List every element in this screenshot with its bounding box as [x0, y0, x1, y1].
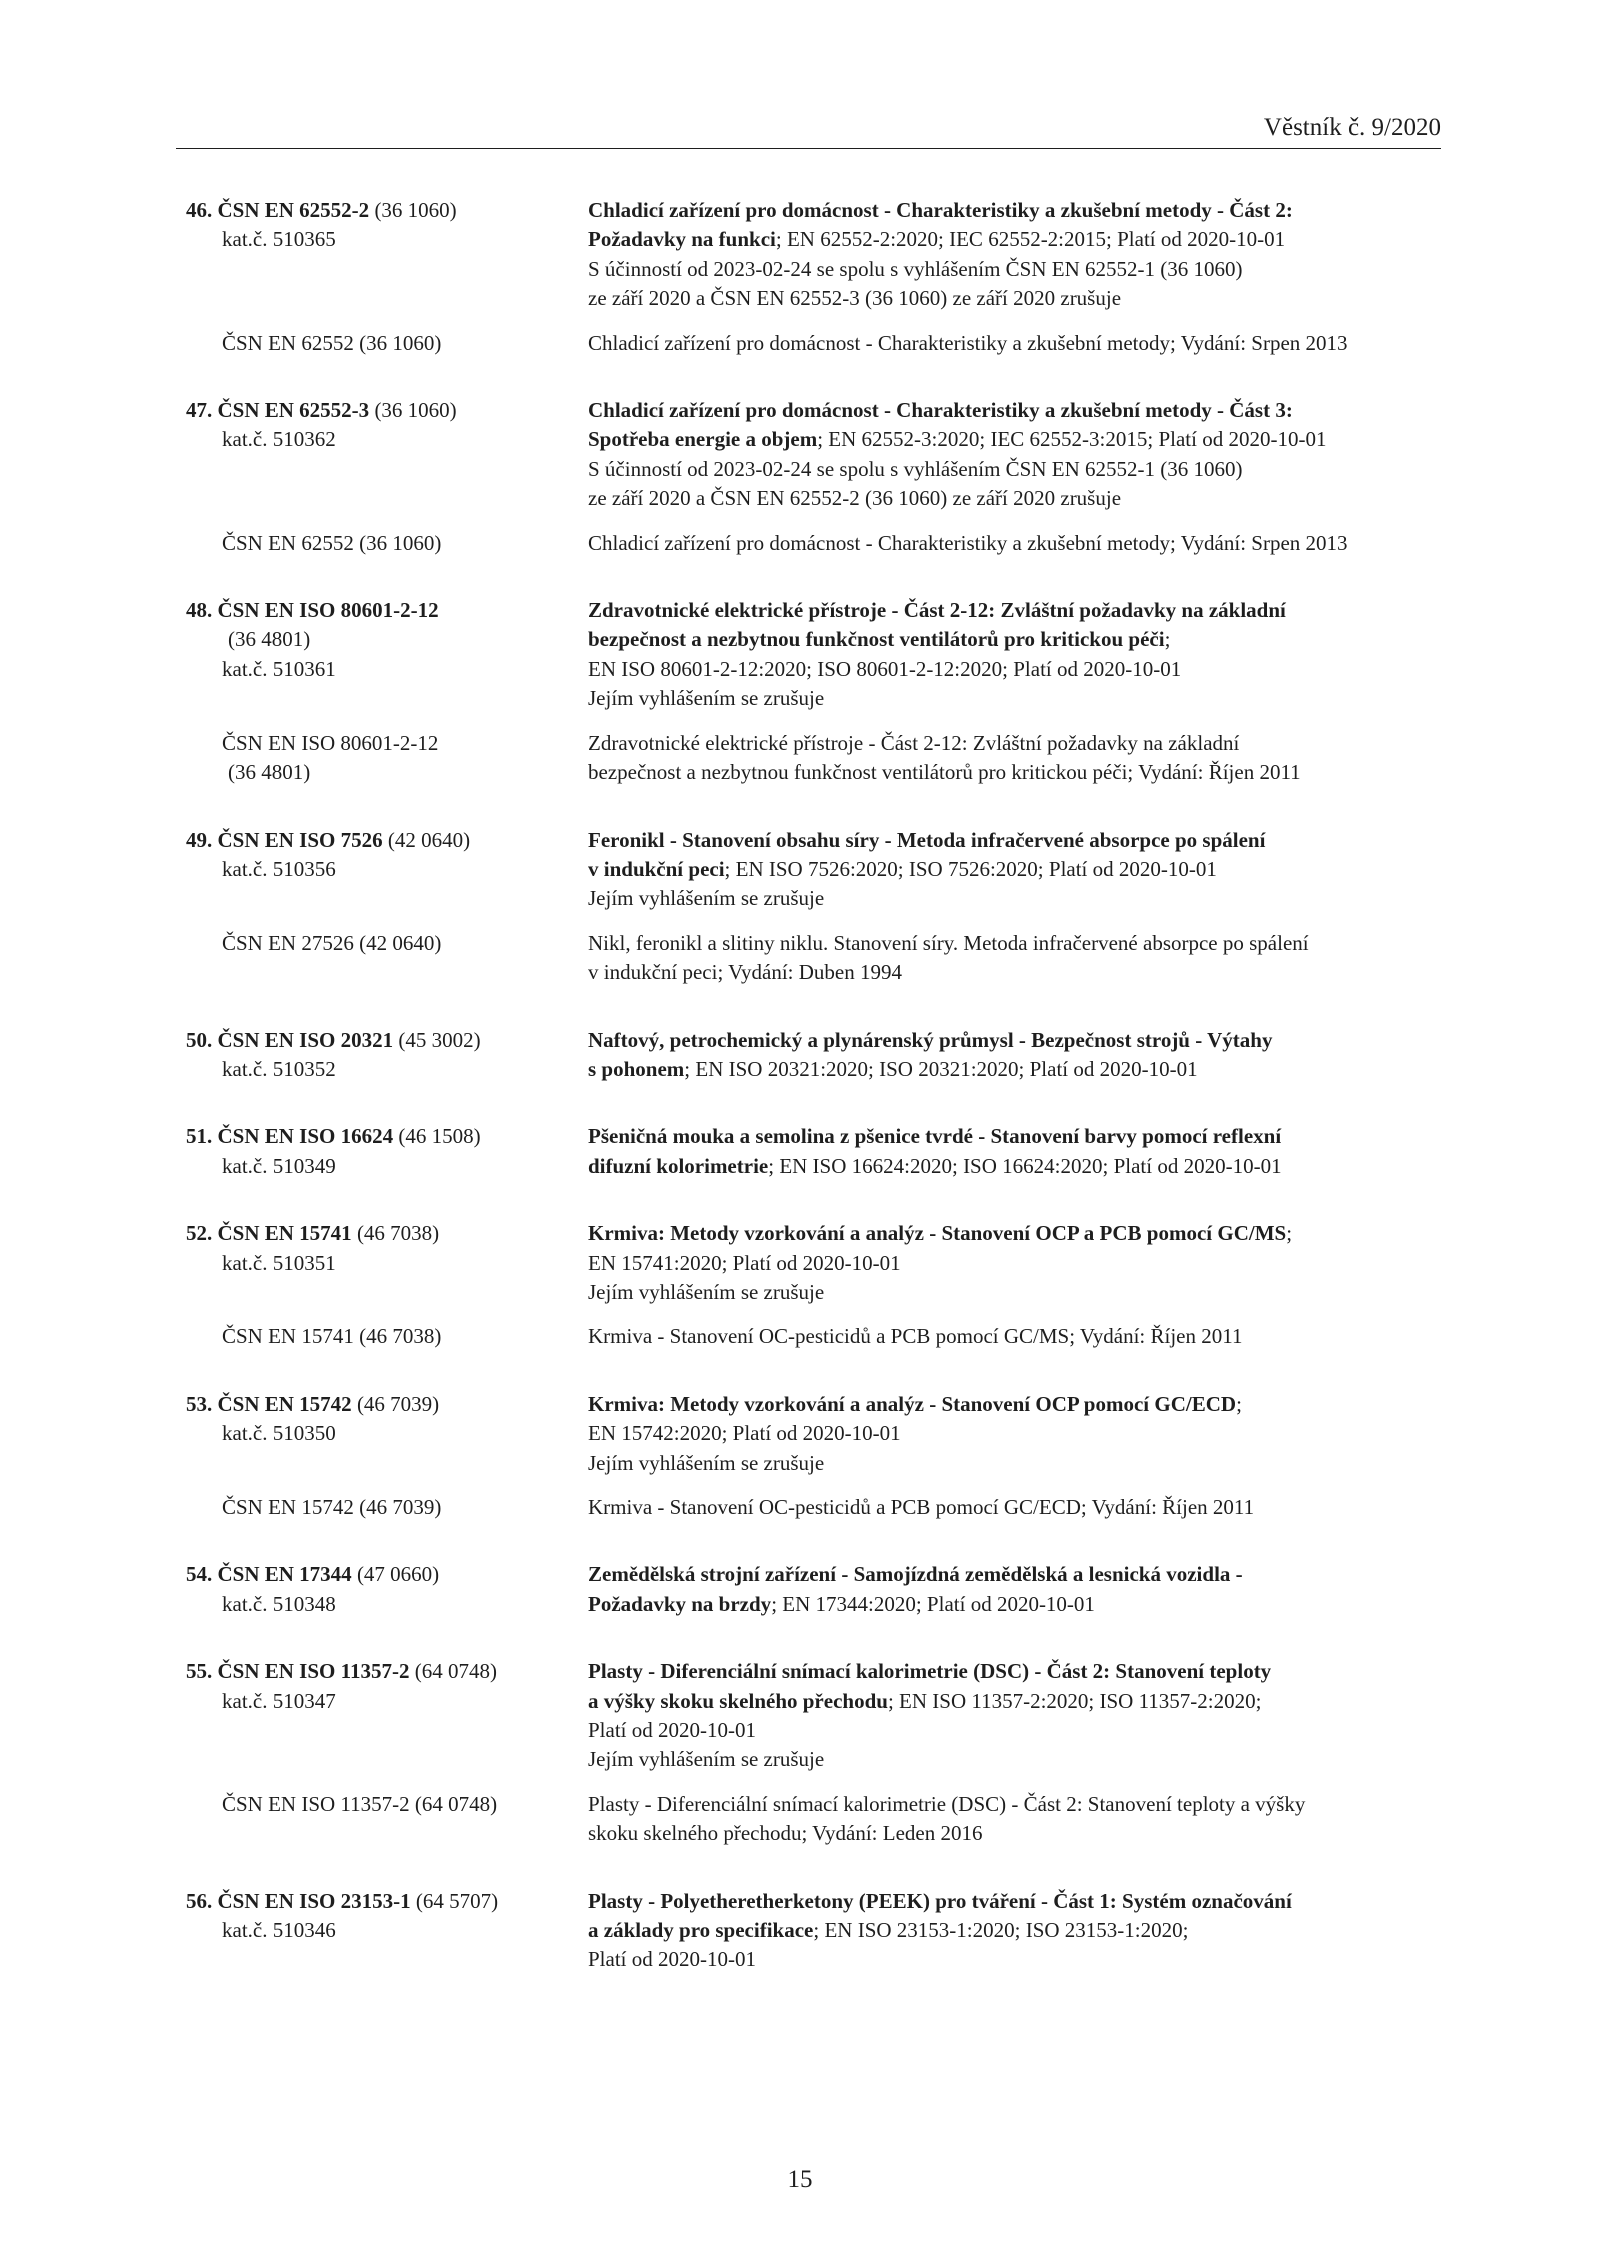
classification-code: (42 0640)	[387, 827, 471, 852]
standard-title-cell	[588, 1122, 1441, 1181]
replaced-standard-row	[186, 329, 1441, 358]
classification-code: (36 1060)	[374, 398, 457, 423]
standard-title: Chladicí zařízení pro domácnost - Charakteristiky a zkušební metody - Část 2:	[588, 198, 1293, 222]
catalog-number: kat.č. 510365	[222, 227, 336, 252]
replaced-standard-title-cont: skoku skelného přechodu; Vydání: Leden 2016	[588, 1821, 983, 1846]
standard-entry-53	[186, 1390, 1441, 1523]
standard-row	[186, 596, 1441, 714]
cancellation-note: Jejím vyhlášením se zrušuje	[588, 686, 825, 711]
entry-number: 53.	[186, 1391, 213, 1416]
standard-title-cont: v indukční peci	[588, 856, 725, 881]
replaced-standard-code: ČSN EN ISO 11357-2 (64 0748)	[222, 1791, 498, 1816]
standard-title: Feronikl - Stanovení obsahu síry - Metoda infračervené absorpce po spálení	[588, 827, 1266, 852]
replaced-standard-title-cont: bezpečnost a nezbytnou funkčnost ventilátorů pro kritickou péči; Vydání: Říjen 2011	[588, 760, 1301, 785]
standard-references: EN 15742:2020; Platí od 2020-10-01	[588, 1421, 901, 1446]
standard-references: EN ISO 80601-2-12:2020; ISO 80601-2-12:2020; Platí od 2020-10-01	[588, 656, 1182, 681]
standard-code-cell	[186, 1657, 588, 1775]
replaced-standard-row	[186, 1790, 1441, 1849]
standard-code-cell	[186, 1560, 588, 1619]
standard-code: ČSN EN 62552-3	[217, 398, 370, 423]
standard-code-cell	[186, 1390, 588, 1478]
standard-entry-47	[186, 396, 1441, 558]
standard-code-cell	[186, 396, 588, 514]
classification-code: (36 1060)	[374, 198, 457, 222]
standard-code: ČSN EN 62552-2	[217, 198, 370, 222]
standard-title-cell	[588, 1560, 1441, 1619]
entry-number: 49.	[186, 827, 213, 852]
standard-title: Chladicí zařízení pro domácnost - Charakteristiky a zkušební metody - Část 3:	[588, 398, 1293, 423]
replaced-standard-title: Krmiva - Stanovení OC-pesticidů a PCB pomocí GC/MS; Vydání: Říjen 2011	[588, 1324, 1243, 1349]
standard-entry-56	[186, 1887, 1441, 1975]
catalog-number: kat.č. 510362	[222, 427, 336, 452]
classification-code: (46 7038)	[356, 1221, 440, 1246]
catalog-number: kat.č. 510346	[222, 1918, 336, 1943]
standard-title: Krmiva: Metody vzorkování a analýz - Stanovení OCP pomocí GC/ECD	[588, 1391, 1237, 1416]
standard-entry-46	[186, 196, 1441, 358]
entry-number: 46.	[186, 198, 213, 222]
standard-code-cell	[186, 1122, 588, 1181]
standard-title: Zemědělská strojní zařízení - Samojízdná zemědělská a lesnická vozidla -	[588, 1562, 1243, 1587]
entry-number: 47.	[186, 398, 213, 423]
standard-entry-50	[186, 1026, 1441, 1085]
entry-number: 56.	[186, 1888, 213, 1913]
replaced-standard-code: ČSN EN 15741 (46 7038)	[222, 1324, 442, 1349]
standard-title-cell	[588, 1219, 1441, 1307]
standard-title-cell	[588, 1887, 1441, 1975]
catalog-number: kat.č. 510350	[222, 1421, 336, 1446]
standard-title-cont: a výšky skoku skelného přechodu	[588, 1688, 888, 1713]
standard-entry-48	[186, 596, 1441, 787]
classification-code: (46 1508)	[398, 1124, 481, 1149]
cancellation-note: Jejím vyhlášením se zrušuje	[588, 1747, 825, 1772]
entry-number: 50.	[186, 1027, 213, 1052]
standards-list	[186, 196, 1441, 2013]
standard-title-cont: s pohonem	[588, 1056, 685, 1081]
replaced-standard-title-cont: v indukční peci; Vydání: Duben 1994	[588, 960, 902, 985]
catalog-number: kat.č. 510349	[222, 1153, 336, 1178]
standard-title-cont: Spotřeba energie a objem	[588, 427, 818, 452]
standard-row	[186, 1887, 1441, 1975]
standard-references: ; EN ISO 16624:2020; ISO 16624:2020; Platí od 2020-10-01	[768, 1153, 1282, 1178]
catalog-number: kat.č. 510348	[222, 1591, 336, 1616]
standard-row	[186, 826, 1441, 914]
standard-references: EN 15741:2020; Platí od 2020-10-01	[588, 1250, 901, 1275]
standard-code-cell	[186, 196, 588, 314]
standard-title: Plasty - Diferenciální snímací kalorimetrie (DSC) - Část 2: Stanovení teploty	[588, 1659, 1272, 1684]
cancellation-note-cont: ze září 2020 a ČSN EN 62552-3 (36 1060) ze září 2020 zrušuje	[588, 286, 1122, 311]
standard-title-cell	[588, 596, 1441, 714]
standard-code: ČSN EN ISO 11357-2	[217, 1659, 410, 1684]
standard-entry-54	[186, 1560, 1441, 1619]
validity-date: Platí od 2020-10-01	[588, 1718, 756, 1743]
standard-title: Krmiva: Metody vzorkování a analýz - Stanovení OCP a PCB pomocí GC/MS	[588, 1221, 1287, 1246]
standard-references: ; EN 62552-3:2020; IEC 62552-3:2015; Platí od 2020-10-01	[817, 427, 1327, 452]
classification-code: (46 7039)	[356, 1391, 440, 1416]
standard-title-cell	[588, 1657, 1441, 1775]
replaced-standard-title: Krmiva - Stanovení OC-pesticidů a PCB pomocí GC/ECD; Vydání: Říjen 2011	[588, 1495, 1255, 1519]
catalog-number: kat.č. 510356	[222, 856, 336, 881]
standard-title-cont: bezpečnost a nezbytnou funkčnost ventilátorů pro kritickou péči	[588, 627, 1165, 652]
replaced-standard-code: ČSN EN 15742 (46 7039)	[222, 1495, 442, 1519]
cancellation-note: Jejím vyhlášením se zrušuje	[588, 886, 825, 911]
standard-title: Zdravotnické elektrické přístroje - Část 2-12: Zvláštní požadavky na základní	[588, 598, 1286, 623]
replaced-standard-title: Chladicí zařízení pro domácnost - Charakteristiky a zkušební metody; Vydání: Srpen 2013	[588, 330, 1348, 355]
standard-code: ČSN EN 15741	[217, 1221, 352, 1246]
replaced-standard-code: ČSN EN 27526 (42 0640)	[222, 930, 442, 955]
replaced-standard-row	[186, 1322, 1441, 1351]
journal-title: Věstník č. 9/2020	[1263, 114, 1441, 141]
classification-code: (64 0748)	[414, 1659, 497, 1684]
standard-title-cont: Požadavky na brzdy	[588, 1591, 772, 1616]
standard-references: ; EN ISO 20321:2020; ISO 20321:2020; Platí od 2020-10-01	[684, 1056, 1198, 1081]
standard-title: Plasty - Polyetheretherketony (PEEK) pro tváření - Část 1: Systém označování	[588, 1888, 1292, 1913]
entry-number: 54.	[186, 1562, 213, 1587]
standard-row	[186, 1026, 1441, 1085]
standard-code-cell	[186, 1887, 588, 1975]
entry-number: 51.	[186, 1124, 213, 1149]
catalog-number: kat.č. 510347	[222, 1688, 336, 1713]
standard-row	[186, 196, 1441, 314]
standard-entry-51	[186, 1122, 1441, 1181]
cancellation-note-cont: ze září 2020 a ČSN EN 62552-2 (36 1060) ze září 2020 zrušuje	[588, 486, 1122, 511]
entry-number: 55.	[186, 1659, 213, 1684]
standard-entry-49	[186, 826, 1441, 988]
standard-title-cell	[588, 396, 1441, 514]
standard-title-cont: a základy pro specifikace	[588, 1918, 814, 1943]
standard-code: ČSN EN 17344	[217, 1562, 352, 1587]
standard-entry-55	[186, 1657, 1441, 1848]
cancellation-note: Jejím vyhlášením se zrušuje	[588, 1450, 825, 1475]
replaced-standard-code: ČSN EN ISO 80601-2-12	[222, 730, 439, 755]
cancellation-note: S účinností od 2023-02-24 se spolu s vyhlášením ČSN EN 62552-1 (36 1060)	[588, 456, 1243, 481]
standard-code: ČSN EN 15742	[217, 1391, 352, 1416]
replaced-standard-row	[186, 1493, 1441, 1522]
page-number: 15	[787, 2166, 813, 2193]
standard-references: ; EN 62552-2:2020; IEC 62552-2:2015; Platí od 2020-10-01	[775, 227, 1286, 252]
classification-code: (36 4801)	[228, 627, 311, 652]
standard-title: Pšeničná mouka a semolina z pšenice tvrdé - Stanovení barvy pomocí reflexní	[588, 1124, 1282, 1149]
replaced-standard-row	[186, 729, 1441, 788]
replaced-standard-row	[186, 929, 1441, 988]
page-header	[176, 110, 1441, 149]
replaced-standard-title: Nikl, feronikl a slitiny niklu. Stanovení síry. Metoda infračervené absorpce po spálení	[588, 930, 1309, 955]
standard-code: ČSN EN ISO 20321	[217, 1027, 394, 1052]
standard-row	[186, 1560, 1441, 1619]
standard-code-cell	[186, 596, 588, 714]
standard-title-cont: Požadavky na funkci	[588, 227, 776, 252]
classification-code: (45 3002)	[398, 1027, 481, 1052]
replaced-standard-code: ČSN EN 62552 (36 1060)	[222, 330, 442, 355]
standard-row	[186, 396, 1441, 514]
replaced-standard-title: Plasty - Diferenciální snímací kalorimetrie (DSC) - Část 2: Stanovení teploty a výšky	[588, 1791, 1306, 1816]
standard-references: ; EN 17344:2020; Platí od 2020-10-01	[771, 1591, 1095, 1616]
standard-row	[186, 1219, 1441, 1307]
classification-code: (47 0660)	[356, 1562, 440, 1587]
validity-date: Platí od 2020-10-01	[588, 1947, 756, 1972]
replaced-standard-title: Chladicí zařízení pro domácnost - Charakteristiky a zkušební metody; Vydání: Srpen 2013	[588, 530, 1348, 555]
standard-code: ČSN EN ISO 7526	[217, 827, 383, 852]
standard-title-cell	[588, 1390, 1441, 1478]
standard-title-cell	[588, 196, 1441, 314]
standard-code: ČSN EN ISO 23153-1	[217, 1888, 411, 1913]
standard-title-cell	[588, 1026, 1441, 1085]
replaced-standard-row	[186, 529, 1441, 558]
standard-row	[186, 1122, 1441, 1181]
standard-title-cell	[588, 826, 1441, 914]
catalog-number: kat.č. 510351	[222, 1250, 336, 1275]
entry-number: 52.	[186, 1221, 213, 1246]
standard-code: ČSN EN ISO 16624	[217, 1124, 394, 1149]
standard-references: ; EN ISO 7526:2020; ISO 7526:2020; Platí od 2020-10-01	[724, 856, 1217, 881]
standard-code-cell	[186, 1026, 588, 1085]
replaced-classification-code: (36 4801)	[228, 760, 311, 785]
classification-code: (64 5707)	[415, 1888, 499, 1913]
standard-title: Naftový, petrochemický a plynárenský průmysl - Bezpečnost strojů - Výtahy	[588, 1027, 1273, 1052]
standard-code-cell	[186, 826, 588, 914]
catalog-number: kat.č. 510352	[222, 1056, 336, 1081]
standard-references: ; EN ISO 11357-2:2020; ISO 11357-2:2020;	[887, 1688, 1262, 1713]
catalog-number: kat.č. 510361	[222, 656, 336, 681]
standard-entry-52	[186, 1219, 1441, 1352]
cancellation-note: Jejím vyhlášením se zrušuje	[588, 1279, 825, 1304]
standard-title-cont: difuzní kolorimetrie	[588, 1153, 769, 1178]
standard-code: ČSN EN ISO 80601-2-12	[217, 598, 439, 623]
cancellation-note: S účinností od 2023-02-24 se spolu s vyhlášením ČSN EN 62552-1 (36 1060)	[588, 256, 1243, 281]
title-punctuation: ;	[1236, 1391, 1242, 1416]
standard-code-cell	[186, 1219, 588, 1307]
standard-row	[186, 1390, 1441, 1478]
title-punctuation: ;	[1286, 1221, 1293, 1246]
replaced-standard-title: Zdravotnické elektrické přístroje - Část 2-12: Zvláštní požadavky na základní	[588, 730, 1240, 755]
entry-number: 48.	[186, 598, 213, 623]
title-punctuation: ;	[1164, 627, 1171, 652]
replaced-standard-code: ČSN EN 62552 (36 1060)	[222, 530, 442, 555]
standard-row	[186, 1657, 1441, 1775]
standard-references: ; EN ISO 23153-1:2020; ISO 23153-1:2020;	[813, 1918, 1189, 1943]
